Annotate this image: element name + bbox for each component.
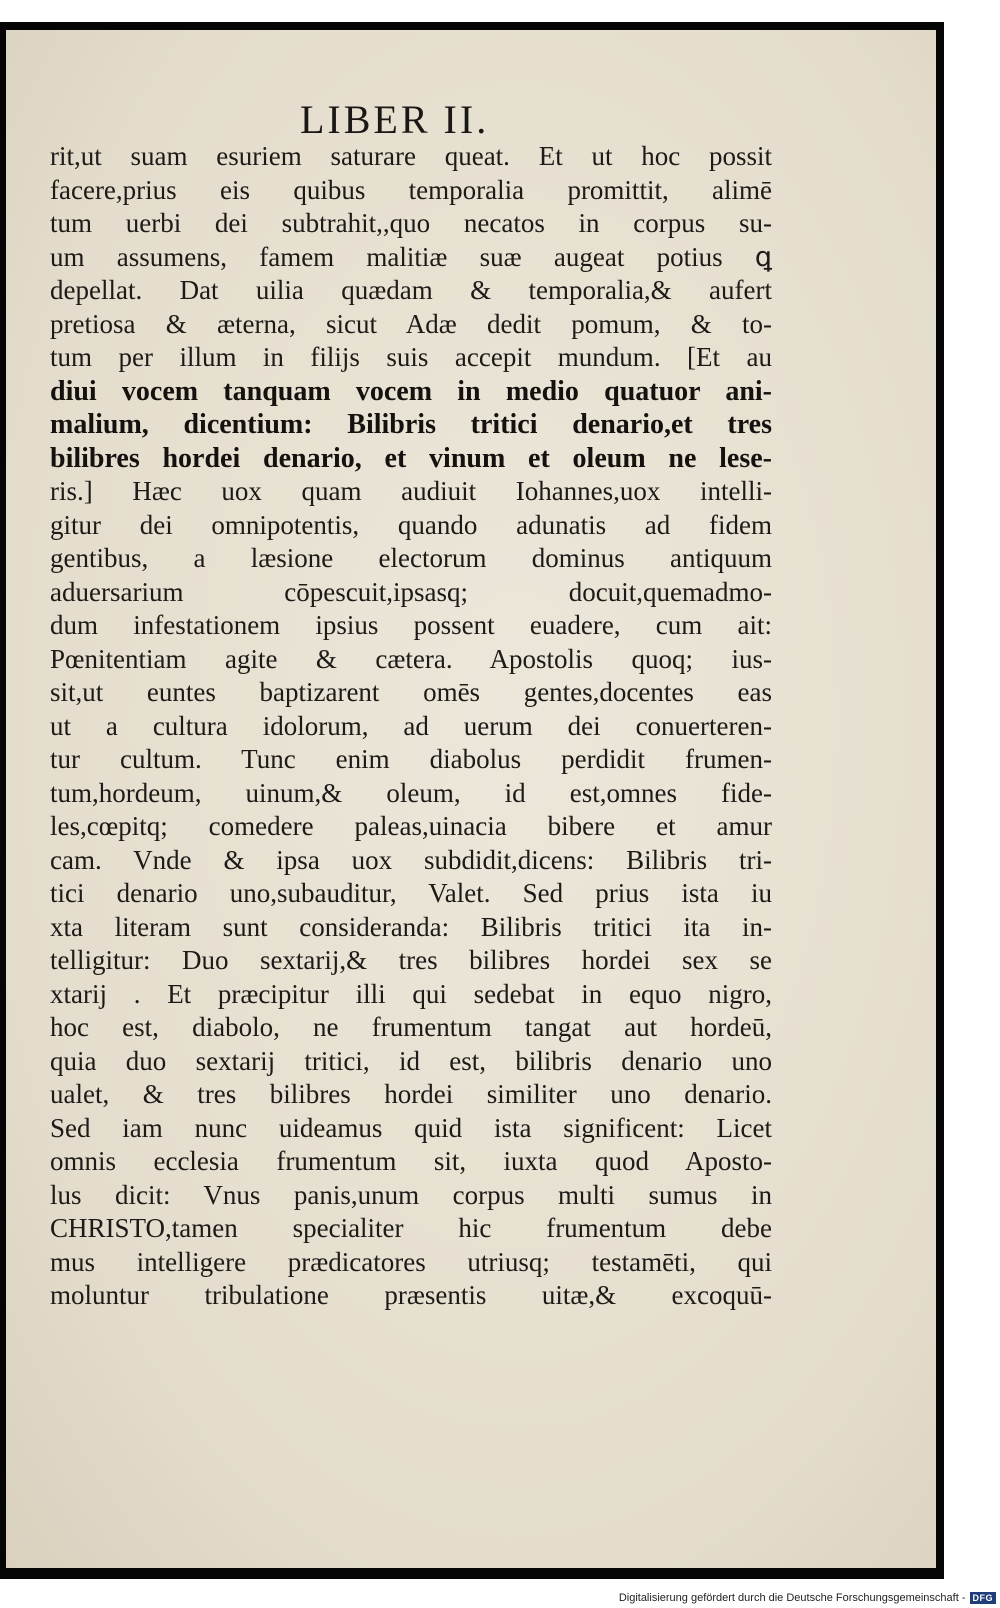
- text-line: xtarij . Et præcipitur illi qui sedebat in equo nigro,: [50, 978, 772, 1009]
- text-line: cam. Vnde & ipsa uox subdidit,dicens: Bilibris tri-: [50, 844, 772, 875]
- text-line: ris.] Hæc uox quam audiuit Iohannes,uox intelli-: [50, 476, 772, 506]
- text-line: malium, dicentium: Bilibris tritici denario,et tres: [50, 409, 772, 440]
- text-line: omnis ecclesia frumentum sit, iuxta quod Aposto-: [50, 1146, 772, 1176]
- text-line: tum,hordeum, uinum,& oleum, id est,omnes fide-: [50, 777, 772, 808]
- text-line: rit,ut suam esuriem saturare queat. Et ut hoc possit: [50, 141, 772, 171]
- text-line: quia duo sextarij tritici, id est, bilibris denario uno: [50, 1045, 772, 1076]
- text-line: xta literam sunt consideranda: Bilibris tritici ita in-: [50, 911, 772, 942]
- text-line: bilibres hordei denario, et vinum et oleum ne lese-: [50, 442, 772, 474]
- text-line: pretiosa & æterna, sicut Adæ dedit pomum, & to-: [50, 308, 772, 339]
- text-line: facere,prius eis quibus temporalia promittit, alimē: [50, 174, 772, 205]
- text-line: sit,ut euntes baptizarent omēs gentes,docentes eas: [50, 677, 772, 707]
- credit-text: Digitalisierung gefördert durch die Deutsche Forschungsgemeinschaft -: [618, 1592, 966, 1604]
- text-line: mus intelligere prædicatores utriusq; testamēti, qui: [50, 1246, 772, 1277]
- text-line: telligitur: Duo sextarij,& tres bilibres hordei sex se: [50, 945, 772, 975]
- text-line: ut a cultura idolorum, ad uerum dei conuerteren-: [50, 710, 772, 741]
- text-line: ualet, & tres bilibres hordei similiter uno denario.: [50, 1079, 772, 1109]
- text-line: dum infestationem ipsius possent euadere, cum ait:: [50, 610, 772, 640]
- text-line: um assumens, famem malitiæ suæ augeat potius ꝗ: [50, 241, 772, 272]
- text-line: lus dicit: Vnus panis,unum corpus multi sumus in: [50, 1179, 772, 1210]
- text-line: diui vocem tanquam vocem in medio quatuor ani-: [50, 375, 772, 407]
- text-line: tur cultum. Tunc enim diabolus perdidit frumen-: [50, 744, 772, 774]
- text-line: Pœnitentiam agite & cætera. Apostolis quoq; ius-: [50, 643, 772, 674]
- text-line: tum uerbi dei subtrahit,,quo necatos in corpus su-: [50, 208, 772, 238]
- running-head: LIBER II.: [300, 97, 490, 142]
- text-line: tum per illum in filijs suis accepit mundum. [Et au: [50, 342, 772, 372]
- text-line: Sed iam nunc uideamus quid ista significent: Licet: [50, 1112, 772, 1143]
- text-line: aduersarium cōpescuit,ipsasq; docuit,quemadmo-: [50, 576, 772, 607]
- text-line: gentibus, a læsione electorum dominus antiquum: [50, 543, 772, 573]
- text-line: les,cœpitq; comedere paleas,uinacia bibere et amur: [50, 811, 772, 841]
- text-line: hoc est, diabolo, ne frumentum tangat aut hordeū,: [50, 1012, 772, 1042]
- text-line: depellat. Dat uilia quædam & temporalia,& aufert: [50, 275, 772, 305]
- text-line: tici denario uno,subauditur, Valet. Sed prius ista iu: [50, 878, 772, 908]
- digitization-credit: [619, 1592, 996, 1604]
- text-line: moluntur tribulatione præsentis uitæ,& excoquū-: [50, 1280, 772, 1310]
- body-text: [50, 140, 772, 1313]
- text-line: CHRISTO,tamen specialiter hic frumentum debe: [50, 1213, 772, 1243]
- text-line: gitur dei omnipotentis, quando adunatis ad fidem: [50, 509, 772, 540]
- dfg-logo-icon: DFG: [970, 1592, 997, 1604]
